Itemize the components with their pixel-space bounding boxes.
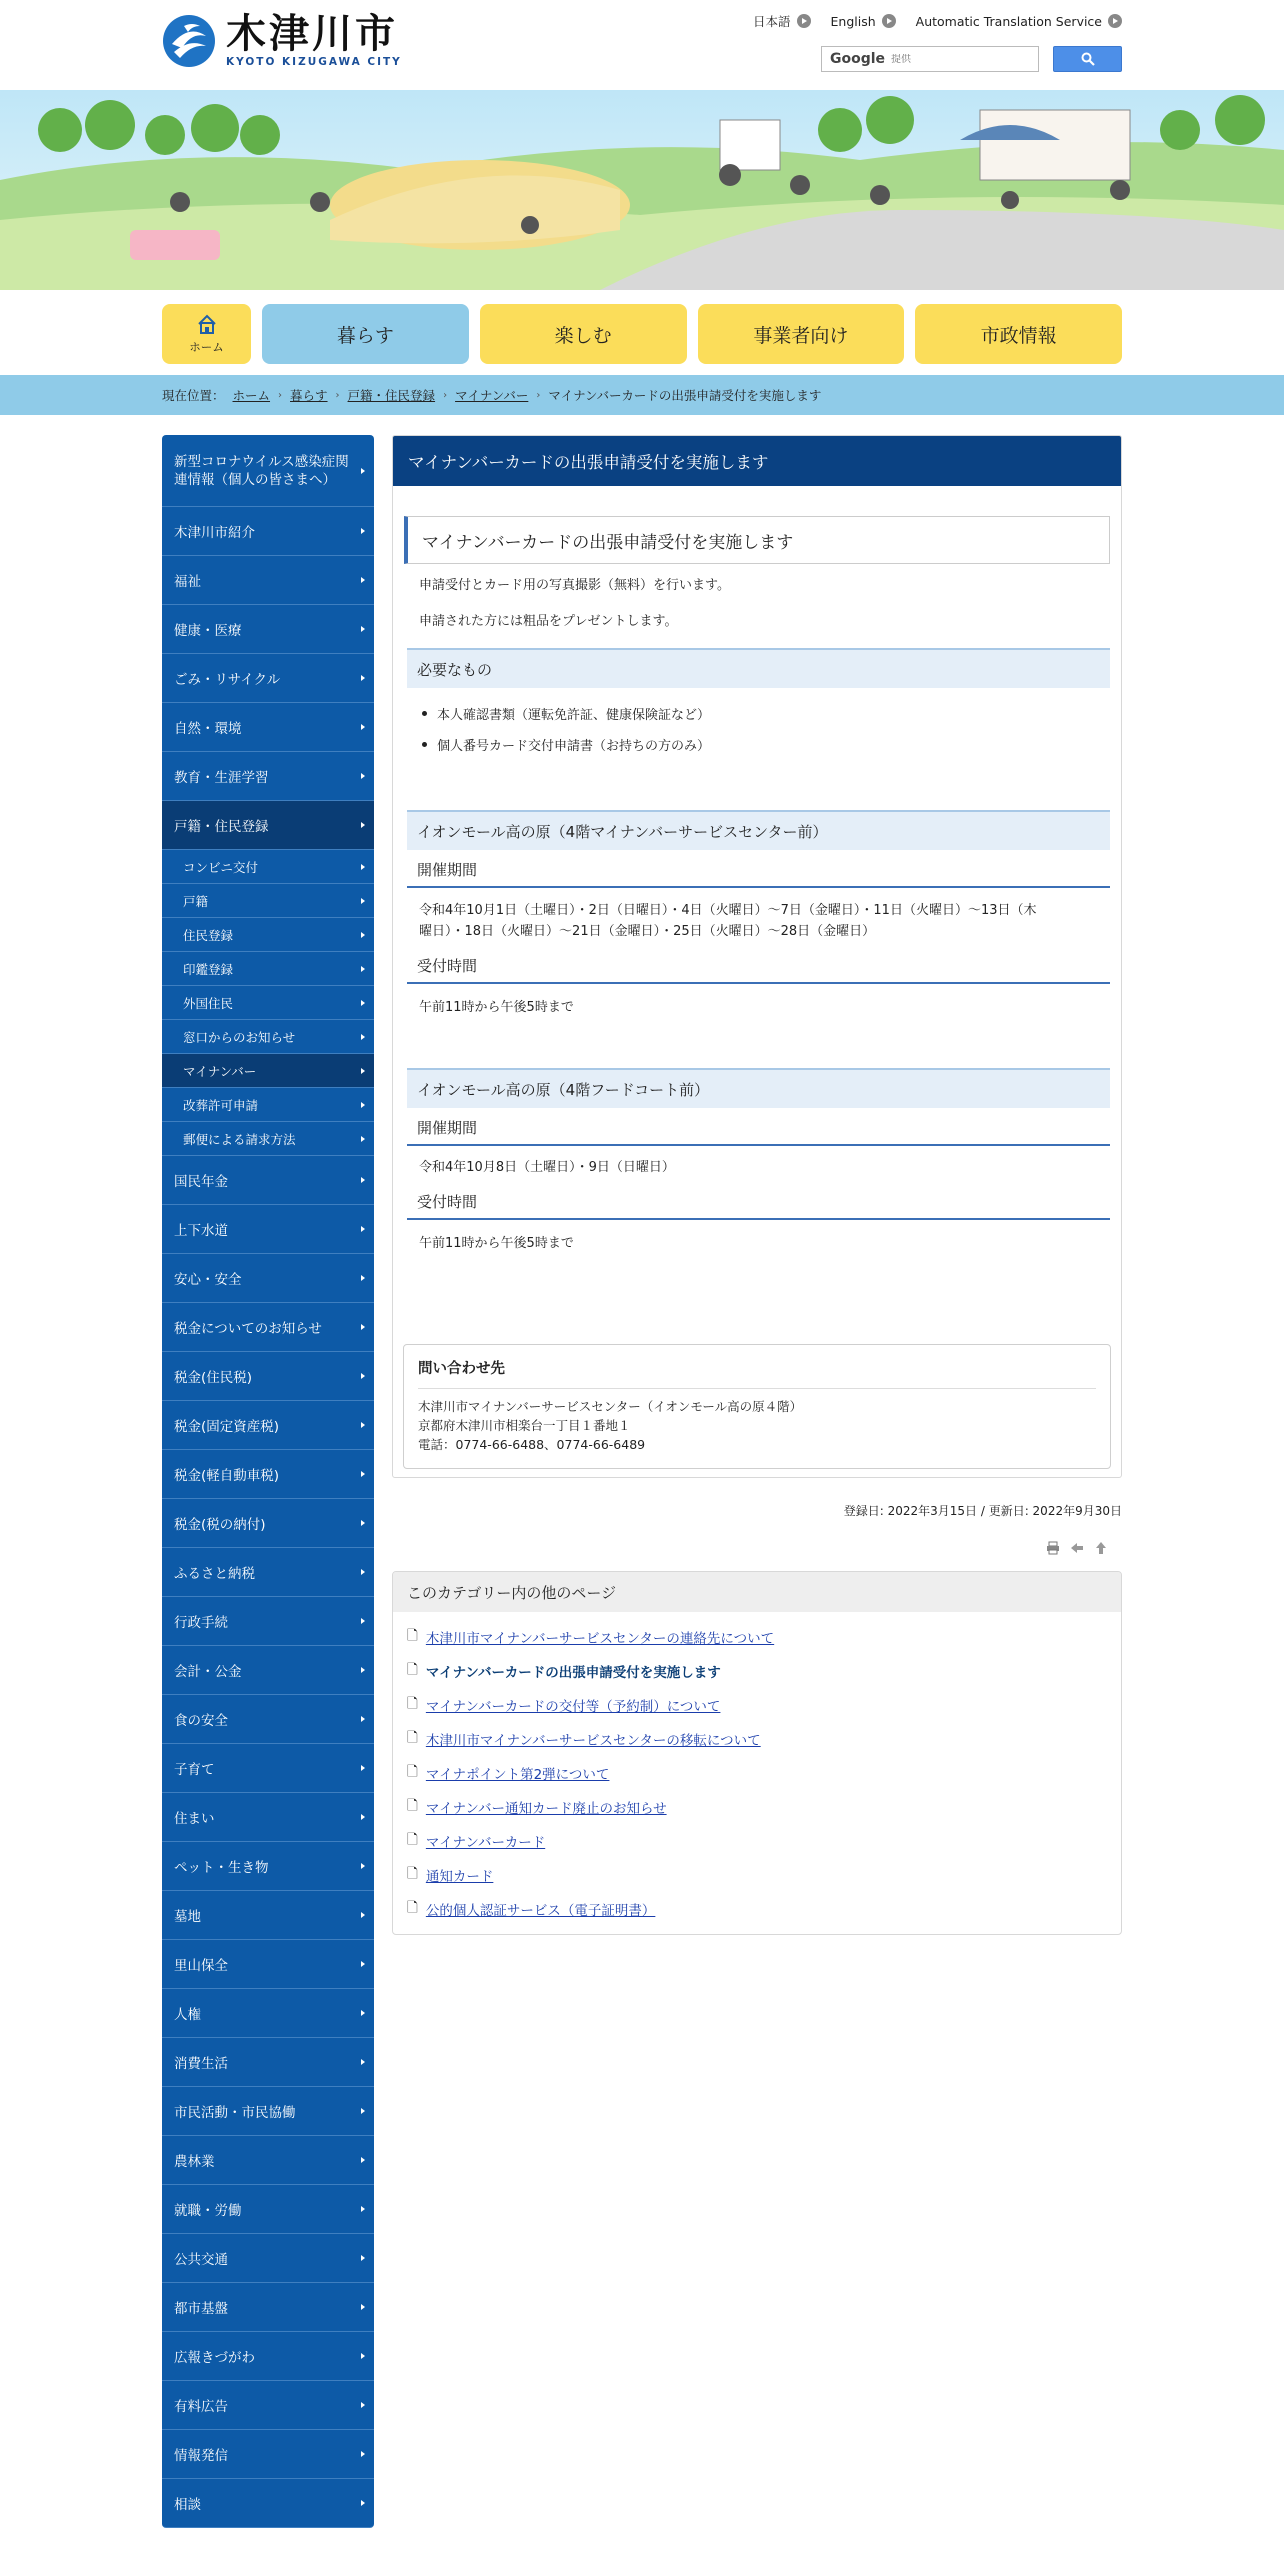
side-navigation: [162, 435, 374, 2528]
list-item: 個人番号カード交付申請書（お持ちの方のみ）: [422, 729, 1110, 760]
contact-line: 電話：0774-66-6488、0774-66-6489: [418, 1437, 646, 1452]
side-item-tax-notice[interactable]: 税金についてのお知らせ: [162, 1303, 374, 1352]
side-item-ads[interactable]: 有料広告: [162, 2381, 374, 2430]
gnav-living[interactable]: 暮らす: [262, 304, 469, 364]
lang-japanese-link[interactable]: 日本語: [753, 12, 811, 30]
language-links: [753, 12, 1122, 30]
lang-english-link[interactable]: English: [831, 12, 896, 30]
intro-text-2: 申請された方には粗品をプレゼントします。: [419, 614, 678, 629]
side-item-childcare[interactable]: 子育て: [162, 1744, 374, 1793]
section-heading-venue-1: イオンモール高の原（4階マイナンバーサービスセンター前）: [407, 810, 1110, 850]
side-sub-convenience[interactable]: コンビニ交付: [162, 850, 374, 884]
side-item-garbage[interactable]: ごみ・リサイクル: [162, 654, 374, 703]
subheading-period: 開催期間: [407, 856, 1110, 888]
side-item-health[interactable]: 健康・医療: [162, 605, 374, 654]
gnav-business[interactable]: 事業者向け: [698, 304, 905, 364]
chevron-right-icon: ›: [443, 389, 448, 401]
contact-box: [403, 1344, 1111, 1469]
document-icon: 🗋: [407, 1763, 418, 1780]
breadcrumb-mynumber[interactable]: マイナンバー: [455, 388, 529, 403]
google-label: Google: [830, 51, 886, 67]
breadcrumb-family-register[interactable]: 戸籍・住民登録: [347, 388, 436, 403]
article-heading: マイナンバーカードの出張申請受付を実施します: [404, 516, 1110, 564]
page-dates: 登録日: 2022年3月15日 / 更新日: 2022年9月30日: [843, 1504, 1122, 1518]
gnav-enjoy[interactable]: 楽しむ: [480, 304, 687, 364]
breadcrumb-current: マイナンバーカードの出張申請受付を実施します: [548, 388, 822, 403]
search-button[interactable]: [1053, 46, 1122, 72]
side-item-furusato[interactable]: ふるさと納税: [162, 1548, 374, 1597]
chevron-right-icon: ›: [536, 389, 541, 401]
chevron-right-icon: ›: [278, 389, 283, 401]
side-item-human-rights[interactable]: 人権: [162, 1989, 374, 2038]
list-item[interactable]: 🗋 木津川市マイナンバーサービスセンターの連絡先について: [407, 1627, 775, 1647]
side-sub-koseki[interactable]: 戸籍: [162, 884, 374, 918]
breadcrumb-living[interactable]: 暮らす: [290, 388, 328, 403]
main-content: [392, 435, 1122, 2528]
article-box: [392, 435, 1122, 1478]
search-input[interactable]: [891, 54, 1011, 65]
page-top-arrow-icon[interactable]: [1094, 1541, 1108, 1555]
side-item-civic[interactable]: 市民活動・市民協働: [162, 2087, 374, 2136]
side-item-family-register[interactable]: 戸籍・住民登録: [162, 801, 374, 850]
contact-line: 京都府木津川市相楽台一丁目１番地１: [418, 1418, 631, 1433]
venue-1-hours: 午前11時から午後5時まで: [419, 1000, 574, 1015]
hero-banner-illustration: [0, 90, 1284, 290]
logo-japanese: 木津川市: [226, 11, 398, 57]
list-item[interactable]: 🗋 マイナンバーカード: [407, 1831, 546, 1851]
site-header: [162, 0, 1122, 90]
arrow-right-icon: [882, 14, 896, 28]
side-item-tax-resident[interactable]: 税金(住民税): [162, 1352, 374, 1401]
side-item-employment[interactable]: 就職・労働: [162, 2185, 374, 2234]
intro-text-1: 申請受付とカード用の写真撮影（無料）を行います。: [419, 578, 730, 593]
needs-list: [404, 698, 1110, 760]
site-logo[interactable]: [162, 11, 402, 68]
related-title: このカテゴリー内の他のページ: [393, 1572, 1121, 1612]
document-icon: 🗋: [407, 1661, 418, 1678]
section-heading-needs: 必要なもの: [407, 648, 1110, 688]
side-item-cemetery[interactable]: 墓地: [162, 1891, 374, 1940]
side-item-water[interactable]: 上下水道: [162, 1205, 374, 1254]
list-item: 本人確認書類（運転免許証、健康保険証など）: [422, 698, 1110, 729]
venue-2-hours: 午前11時から午後5時まで: [419, 1236, 574, 1251]
side-sub-reburial[interactable]: 改葬許可申請: [162, 1088, 374, 1122]
page-title: マイナンバーカードの出張申請受付を実施します: [393, 436, 1121, 486]
side-item-transport[interactable]: 公共交通: [162, 2234, 374, 2283]
document-icon: 🗋: [407, 1865, 418, 1882]
venue-2-period: 令和4年10月8日（土曜日）・9日（日曜日）: [419, 1160, 675, 1175]
subheading-hours: 受付時間: [407, 1188, 1110, 1220]
side-item-consultation[interactable]: 相談: [162, 2479, 374, 2528]
side-item-agriculture[interactable]: 農林業: [162, 2136, 374, 2185]
list-item: 🗋 マイナンバーカードの出張申請受付を実施します: [407, 1661, 721, 1681]
related-pages: [392, 1571, 1122, 1935]
city-emblem-icon: [162, 14, 216, 68]
site-search: [821, 46, 1122, 72]
search-icon: [1081, 52, 1095, 66]
side-item-tax-property[interactable]: 税金(固定資産税): [162, 1401, 374, 1450]
list-item[interactable]: 🗋 マイナンバー通知カード廃止のお知らせ: [407, 1797, 667, 1817]
search-field[interactable]: [821, 46, 1039, 72]
side-item-tax-payment[interactable]: 税金(税の納付): [162, 1499, 374, 1548]
side-item-safety[interactable]: 安心・安全: [162, 1254, 374, 1303]
side-item-welfare[interactable]: 福祉: [162, 556, 374, 605]
subheading-hours: 受付時間: [407, 952, 1110, 984]
side-item-pets[interactable]: ペット・生き物: [162, 1842, 374, 1891]
side-item-accounting[interactable]: 会計・公金: [162, 1646, 374, 1695]
side-item-covid[interactable]: 新型コロナウイルス感染症関連情報（個人の皆さまへ）: [162, 435, 374, 507]
side-item-consumer[interactable]: 消費生活: [162, 2038, 374, 2087]
gnav-home[interactable]: ホーム: [162, 304, 251, 364]
side-sub-mynumber[interactable]: マイナンバー: [162, 1054, 374, 1088]
back-arrow-icon[interactable]: [1070, 1541, 1084, 1555]
gnav-city-info[interactable]: 市政情報: [915, 304, 1122, 364]
breadcrumb-home[interactable]: ホーム: [232, 388, 271, 403]
document-icon: 🗋: [407, 1729, 418, 1746]
side-item-food-safety[interactable]: 食の安全: [162, 1695, 374, 1744]
chevron-right-icon: ›: [335, 389, 340, 401]
side-item-nature[interactable]: 自然・環境: [162, 703, 374, 752]
list-item[interactable]: 🗋 通知カード: [407, 1865, 494, 1885]
side-item-satoyama[interactable]: 里山保全: [162, 1940, 374, 1989]
document-icon: 🗋: [407, 1899, 418, 1916]
subheading-period: 開催期間: [407, 1114, 1110, 1146]
side-sub-notice[interactable]: 窓口からのお知らせ: [162, 1020, 374, 1054]
venue-1-period: 令和4年10月1日（土曜日）・2日（日曜日）・4日（火曜日）～7日（金曜日）・11日（火曜日）～13日（木 曜日）・18日（火曜日）～21日（金曜日）・25日（火曜日）～28日（金曜日）: [419, 903, 1037, 939]
side-item-education[interactable]: 教育・生涯学習: [162, 752, 374, 801]
side-item-info[interactable]: 情報発信: [162, 2430, 374, 2479]
page-tools: [392, 1541, 1122, 1555]
logo-english: KYOTO KIZUGAWA CITY: [226, 56, 402, 68]
side-item-pr-magazine[interactable]: 広報きづがわ: [162, 2332, 374, 2381]
side-item-about[interactable]: 木津川市紹介: [162, 507, 374, 556]
side-sub-postal[interactable]: 郵便による請求方法: [162, 1122, 374, 1156]
side-sub-seal[interactable]: 印鑑登録: [162, 952, 374, 986]
side-sub-resident[interactable]: 住民登録: [162, 918, 374, 952]
side-item-procedures[interactable]: 行政手続: [162, 1597, 374, 1646]
section-heading-venue-2: イオンモール高の原（4階フードコート前）: [407, 1068, 1110, 1108]
breadcrumb-prefix: 現在位置：: [162, 388, 225, 403]
list-item[interactable]: 🗋 木津川市マイナンバーサービスセンターの移転について: [407, 1729, 761, 1749]
arrow-right-icon: [797, 14, 811, 28]
arrow-right-icon: [1108, 14, 1122, 28]
document-icon: 🗋: [407, 1627, 418, 1644]
document-icon: 🗋: [407, 1695, 418, 1712]
home-icon: [196, 313, 218, 335]
side-item-pension[interactable]: 国民年金: [162, 1156, 374, 1205]
list-item[interactable]: 🗋 マイナンバーカードの交付等（予約制）について: [407, 1695, 721, 1715]
print-icon[interactable]: [1046, 1541, 1060, 1555]
contact-title: 問い合わせ先: [418, 1357, 1096, 1389]
side-item-housing[interactable]: 住まい: [162, 1793, 374, 1842]
document-icon: 🗋: [407, 1831, 418, 1848]
side-item-tax-vehicle[interactable]: 税金(軽自動車税): [162, 1450, 374, 1499]
breadcrumb: [0, 375, 1284, 415]
contact-line: 木津川市マイナンバーサービスセンター（イオンモール高の原４階）: [418, 1399, 803, 1414]
side-item-infrastructure[interactable]: 都市基盤: [162, 2283, 374, 2332]
list-item[interactable]: 🗋 マイナポイント第2弾について: [407, 1763, 610, 1783]
global-navigation: [162, 290, 1122, 375]
side-sub-foreign[interactable]: 外国住民: [162, 986, 374, 1020]
document-icon: 🗋: [407, 1797, 418, 1814]
list-item[interactable]: 🗋 公的個人認証サービス（電子証明書）: [407, 1899, 656, 1919]
auto-translation-link[interactable]: Automatic Translation Service: [916, 12, 1122, 30]
